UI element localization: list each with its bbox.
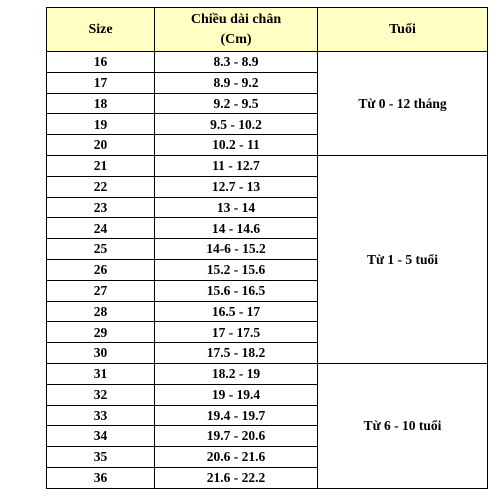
- foot-length-value: 15.2 - 15.6: [155, 259, 318, 280]
- foot-length-value: 13 - 14: [155, 197, 318, 218]
- header-foot-length-title: Chiều dài chân: [190, 11, 282, 27]
- header-row: [47, 8, 488, 52]
- foot-length-value: 17 - 17.5: [155, 322, 318, 343]
- size-value: 30: [47, 343, 155, 364]
- foot-length-value: 8.3 - 8.9: [155, 52, 318, 73]
- foot-length-value: 14 - 14.6: [155, 218, 318, 239]
- foot-length-value: 8.9 - 9.2: [155, 72, 318, 93]
- foot-length-value: 19 - 19.4: [155, 384, 318, 405]
- header-foot-length: [155, 8, 318, 52]
- size-value: 23: [47, 197, 155, 218]
- size-value: 24: [47, 218, 155, 239]
- foot-length-value: 20.6 - 21.6: [155, 447, 318, 468]
- size-value: 21: [47, 155, 155, 176]
- table-row: [47, 363, 488, 384]
- foot-length-value: 19.7 - 20.6: [155, 426, 318, 447]
- foot-length-value: 10.2 - 11: [155, 135, 318, 156]
- size-chart-table: [46, 7, 488, 489]
- size-value: 26: [47, 259, 155, 280]
- foot-length-value: 17.5 - 18.2: [155, 343, 318, 364]
- table-header: [47, 8, 488, 52]
- foot-length-value: 21.6 - 22.2: [155, 467, 318, 488]
- foot-length-value: 19.4 - 19.7: [155, 405, 318, 426]
- foot-length-value: 9.5 - 10.2: [155, 114, 318, 135]
- size-value: 16: [47, 52, 155, 73]
- size-value: 20: [47, 135, 155, 156]
- foot-length-value: 9.2 - 9.5: [155, 93, 318, 114]
- size-value: 27: [47, 280, 155, 301]
- header-foot-length-unit: (Cm): [220, 31, 252, 47]
- foot-length-value: 15.6 - 16.5: [155, 280, 318, 301]
- size-value: 17: [47, 72, 155, 93]
- size-value: 19: [47, 114, 155, 135]
- table-body: [47, 52, 488, 489]
- size-value: 34: [47, 426, 155, 447]
- size-value: 32: [47, 384, 155, 405]
- table-row: [47, 155, 488, 176]
- size-value: 18: [47, 93, 155, 114]
- size-value: 35: [47, 447, 155, 468]
- size-value: 22: [47, 176, 155, 197]
- size-value: 36: [47, 467, 155, 488]
- foot-length-value: 11 - 12.7: [155, 155, 318, 176]
- foot-length-value: 14-6 - 15.2: [155, 239, 318, 260]
- header-age: Tuổi: [318, 8, 488, 52]
- table-row: [47, 52, 488, 73]
- age-group-value: Từ 0 - 12 tháng: [318, 52, 488, 156]
- size-value: 33: [47, 405, 155, 426]
- size-value: 29: [47, 322, 155, 343]
- size-value: 31: [47, 363, 155, 384]
- age-group-value: Từ 6 - 10 tuổi: [318, 363, 488, 488]
- foot-length-value: 16.5 - 17: [155, 301, 318, 322]
- size-value: 25: [47, 239, 155, 260]
- size-value: 28: [47, 301, 155, 322]
- foot-length-value: 12.7 - 13: [155, 176, 318, 197]
- age-group-value: Từ 1 - 5 tuổi: [318, 155, 488, 363]
- foot-length-value: 18.2 - 19: [155, 363, 318, 384]
- header-size: Size: [47, 8, 155, 52]
